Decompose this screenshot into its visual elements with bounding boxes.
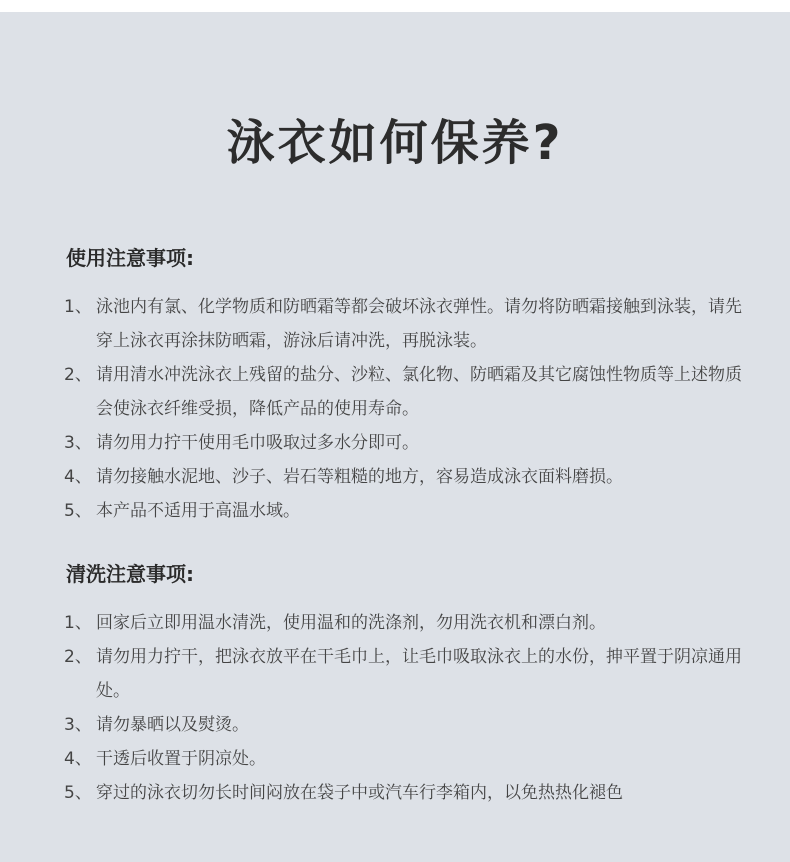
item-text: 请勿接触水泥地、沙子、岩石等粗糙的地方，容易造成泳衣面料磨损。 [96, 467, 623, 487]
list-item [64, 776, 744, 810]
list-item [64, 708, 744, 742]
list-item [64, 606, 744, 640]
item-number: 2、 [64, 647, 92, 667]
item-text: 干透后收置于阴凉处。 [96, 749, 266, 769]
item-text: 请勿暴晒以及熨烫。 [96, 715, 249, 735]
list-item [64, 640, 744, 708]
list-item [64, 290, 744, 358]
item-text: 本产品不适用于高温水域。 [96, 501, 300, 521]
item-text: 请勿用力拧干使用毛巾吸取过多水分即可。 [96, 433, 419, 453]
item-text: 请勿用力拧干，把泳衣放平在干毛巾上，让毛巾吸取泳衣上的水份，抻平置于阴凉通用处。 [96, 647, 742, 701]
care-card [0, 12, 790, 862]
list-item [64, 358, 744, 426]
item-text: 回家后立即用温水清洗，使用温和的洗涤剂，勿用洗衣机和漂白剂。 [96, 613, 606, 633]
item-number: 5、 [64, 783, 92, 803]
page-title: 泳衣如何保养? [226, 115, 564, 171]
item-number: 5、 [64, 501, 92, 521]
item-number: 3、 [64, 715, 92, 735]
item-text: 泳池内有氯、化学物质和防晒霜等都会破坏泳衣弹性。请勿将防晒霜接触到泳装，请先穿上泳衣再涂抹防晒霜，游泳后请冲洗，再脱泳装。 [96, 297, 742, 351]
list-item [64, 460, 744, 494]
item-text: 请用清水冲洗泳衣上残留的盐分、沙粒、氯化物、防晒霜及其它腐蚀性物质等上述物质会使泳衣纤维受损，降低产品的使用寿命。 [96, 365, 742, 419]
item-number: 4、 [64, 467, 92, 487]
item-number: 1、 [64, 613, 92, 633]
washing-section [64, 560, 744, 810]
item-number: 2、 [64, 365, 92, 385]
usage-section [64, 244, 744, 528]
list-item [64, 494, 744, 528]
usage-heading: 使用注意事项: [66, 246, 194, 270]
item-number: 1、 [64, 297, 92, 317]
item-number: 4、 [64, 749, 92, 769]
washing-heading: 清洗注意事项: [66, 562, 194, 586]
item-number: 3、 [64, 433, 92, 453]
list-item [64, 426, 744, 460]
list-item [64, 742, 744, 776]
item-text: 穿过的泳衣切勿长时间闷放在袋子中或汽车行李箱内，以免热热化褪色 [96, 783, 623, 803]
